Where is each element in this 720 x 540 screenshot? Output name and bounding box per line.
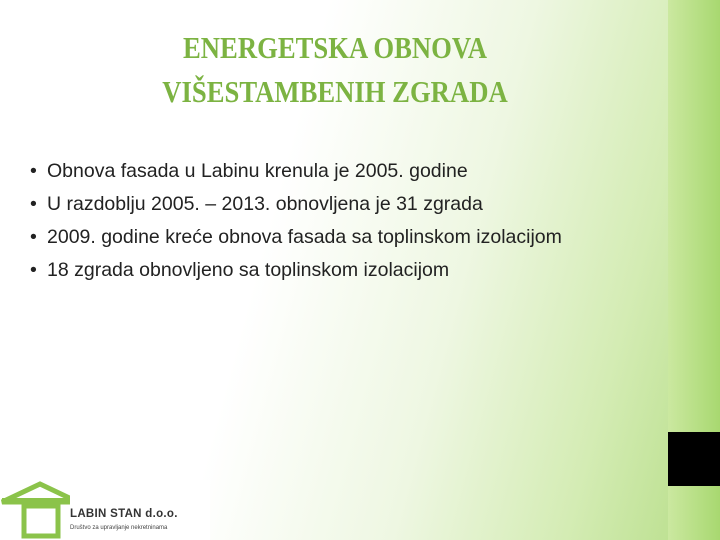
bullet-text: Obnova fasada u Labinu krenula je 2005. godine bbox=[47, 160, 468, 182]
logo-company-name: LABIN STAN d.o.o. bbox=[70, 508, 178, 520]
slide-title-line-2: VIŠESTAMBENIH ZGRADA bbox=[162, 74, 508, 109]
bullet-item bbox=[30, 190, 650, 219]
bullet-item bbox=[30, 157, 650, 186]
bullet-list bbox=[30, 157, 650, 289]
bullet-text: U razdoblju 2005. – 2013. obnovljena je 31 zgrada bbox=[47, 193, 483, 215]
decorative-black-block bbox=[668, 432, 720, 486]
bullet-glyph: • bbox=[30, 193, 37, 215]
bullet-item bbox=[30, 256, 650, 285]
logo-company-subtitle: Društvo za upravljanje nekretninama bbox=[70, 525, 168, 531]
house-outline-icon bbox=[0, 480, 70, 540]
slide-title-line-1: ENERGETSKA OBNOVA bbox=[183, 30, 487, 65]
company-logo bbox=[0, 480, 210, 540]
bullet-glyph: • bbox=[30, 160, 37, 182]
bullet-item bbox=[30, 223, 650, 252]
bullet-text: 18 zgrada obnovljeno sa toplinskom izolacijom bbox=[47, 259, 450, 281]
bullet-glyph: • bbox=[30, 226, 37, 248]
bullet-text: 2009. godine kreće obnova fasada sa toplinskom izolacijom bbox=[47, 226, 562, 248]
slide-title bbox=[47, 26, 623, 114]
bullet-glyph: • bbox=[30, 259, 37, 281]
